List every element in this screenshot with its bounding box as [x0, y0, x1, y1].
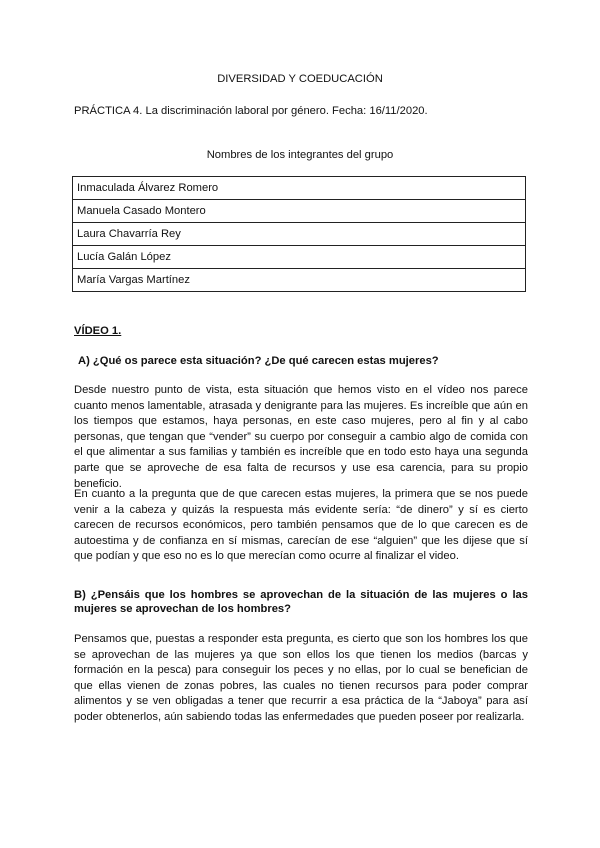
- member-name: María Vargas Martínez: [73, 269, 526, 292]
- document-title: DIVERSIDAD Y COEDUCACIÓN: [217, 73, 383, 85]
- table-row: [73, 177, 526, 200]
- member-name: Manuela Casado Montero: [73, 200, 526, 223]
- answer-b-paragraph: Pensamos que, puestas a responder esta pregunta, es cierto que son los hombres los que se aprovechan de las mujeres ya que son ellos los que tienen los medios (barcas y formación en la pesca) para conseguir los peces y no ellas, por lo cual se benefician de que ellas vienen de zonas pobres, las cuales no tienen recursos para poder comprar alimentos y se ven obligadas a tener que recurrir a esa práctica de la “Jaboya” para así poder obtenerlos, aún sabiendo todas las enfermedades que pueden poseer por realizarla.: [74, 633, 528, 723]
- table-row: [73, 200, 526, 223]
- members-table: [72, 176, 526, 292]
- member-name: Inmaculada Álvarez Romero: [73, 177, 526, 200]
- table-row: [73, 246, 526, 269]
- answer-a-paragraph-2: En cuanto a la pregunta que de que carecen estas mujeres, la primera que se nos puede venir a la cabeza y quizás la respuesta más evidente sería: “de dinero” y sí es cierto carecen de recursos económicos, pero también pensamos que de lo que carecen es de autoestima y de confianza en sí mismas, carecían de ese “alguien” que les dijese que sí que podían y que eso no es lo que merecían como ocurre al finalizar el video.: [74, 488, 528, 563]
- question-b: B) ¿Pensáis que los hombres se aprovechan de la situación de las mujeres o las mujeres se aprovechan de los hombres?: [74, 589, 528, 616]
- answer-a-paragraph-1: Desde nuestro punto de vista, esta situación que hemos visto en el vídeo nos parece cuanto menos lamentable, atrasada y denigrante para las mujeres. Es increíble que aún en los tiempos que estamos, haya personas, en este caso mujeres, pero al fin y al cabo personas, que tengan que “vender” su cuerpo por conseguir a cambio algo de comida con el que alimentar a sus familias y también es increíble que en todo esto haya una segunda parte que se aproveche de esa falta de recursos y use esa carencia, para su propio beneficio.: [74, 384, 528, 490]
- table-row: [73, 269, 526, 292]
- table-row: [73, 223, 526, 246]
- member-name: Lucía Galán López: [73, 246, 526, 269]
- video-heading: VÍDEO 1.: [74, 325, 122, 337]
- member-name: Laura Chavarría Rey: [73, 223, 526, 246]
- practice-line: PRÁCTICA 4. La discriminación laboral por género. Fecha: 16/11/2020.: [74, 105, 428, 117]
- question-a: A) ¿Qué os parece esta situación? ¿De qué carecen estas mujeres?: [78, 355, 439, 367]
- group-heading: Nombres de los integrantes del grupo: [206, 149, 394, 161]
